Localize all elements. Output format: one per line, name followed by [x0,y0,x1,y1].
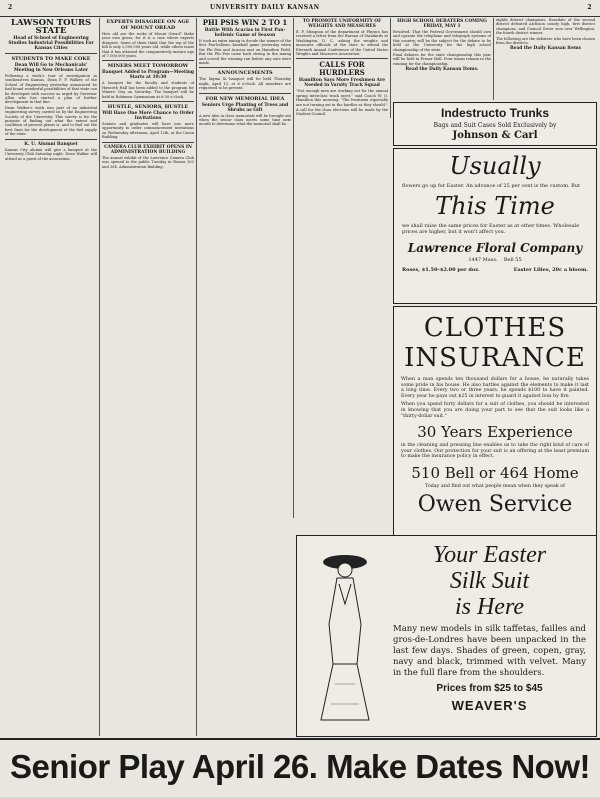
article-text: Kansas City alumni will give a banquet at the University Club Saturday night. Dean Walker will attend as a guest of the association. [5,147,97,161]
ad-florist-address: 1447 Mass. [468,257,498,263]
article-text: Seniors and graduates will have one more opportunity to order commencement invitations on Wednesday afternoon, April 12th, at the Union Building. [102,122,194,140]
ad-weavers-title: Silk Suit [449,568,530,594]
subhead-alumni: K. U. Alumni Banquet [24,141,78,147]
article-text: The following are the debaters who have been chosen from the districts. [496,36,595,46]
ad-florist-roses: Roses, $1.50–$2.00 per doz. [402,267,480,273]
column-4 [296,18,388,226]
headline-hustle-seniors: HUSTLE, SENIORS, HUSTLE [107,104,189,111]
masthead [0,4,600,17]
article-text: A banquet for the faculty and students of Haworth Hall has been added to the program for Miners' Day on Saturday. The banquet will be held in Robinson Gymnasium at 6:30 o'clock. [102,81,194,99]
ad-weavers-prices: Prices from $25 to $45 [436,683,543,694]
column-6 [496,18,595,100]
ad-clothes-subtitle: 30 Years Experience [417,423,573,442]
page-number-left: 2 [8,4,13,11]
subhead-coke: STUDENTS TO MAKE COKE [11,56,91,62]
article-text: The Sigma Xi banquet will be held Thursday night, April 13, at 6 o'clock. All members are requested to be present. [199,77,291,91]
subhead-engineering: Head of School of Engineering Studies Industrial Possibilities For Kansas Cities [8,36,94,51]
headline-miners: MINERS MEET TOMORROW [107,63,189,70]
column-5 [393,18,491,100]
ad-trunks-title: Indestructo Trunks [440,106,550,120]
article-text: Resolved, That the Federal Government should own and operate the telephone and telegraph systems of this country, will be the subject for the debate to be held at the University for the high school championship of the state. [393,30,491,52]
column-3 [199,18,291,518]
column-2 [102,18,194,736]
ad-weavers-body: Many new models in silk taffetas, failles and gros-de-Londres have been unpacked in the last few days. Shades of green, copen, gray, navy and black, trimmed with velvet. Many in the full flare from the shoulders. [393,624,586,678]
headline-lawson: LAWSON TOURS STATE [10,18,92,36]
ad-florist-lilies: Easter Lilies, 20c a bloom. [513,267,588,273]
ad-clothes-title: CLOTHES [423,313,567,343]
masthead-title: UNIVERSITY DAILY KANSAN [210,4,320,11]
headline-memorial: FOR NEW MEMORIAL IDEA [205,95,285,102]
credit-line: Read the Daily Kansan items [510,46,581,52]
article-text: E. F. Stimpson of the department of Physics has received a letter from the Bureau of Standards at Washington, D. C., asking the weights and measures officials of the state to attend the Eleventh Annual Conference of the United States Weights and Measures Association. [296,30,388,57]
ad-florist-usually: Usually [449,152,541,180]
column-1 [5,18,97,736]
ad-trunks-line: Bags and Suit Cases Sold Exclusively by [433,122,557,129]
ad-clothes-body: Today and find out what people mean when they speak of [425,483,565,489]
page-number-right: 2 [587,4,592,11]
ad-florist-name: Lawrence Floral Company [407,241,583,255]
ad-clothes-body: When a man spends ten thousand dollars for a house, he naturally takes some pride in his house. He also battles against the elements to make it last a long time. Every two or three years, he spends $100 to have it painted. Every year he pays out $25 in interest to guard it against loss by fire. [401,377,589,399]
subhead-acacias: Battle With Acacias in First Pan-hellenic Game of Season [204,28,286,38]
headline-mount-oread: EXPERTS DISAGREE ON AGE OF MOUNT OREAD [106,19,190,31]
subhead-track-squad: Hamilton Says More Freshmen Are Needed in Varsity Track Squad [298,78,386,89]
ad-weavers-title: is Here [454,594,525,620]
bottom-banner [0,738,600,799]
article-text: "Not enough men are working out for the annual spring interclass track meet," said Coach W. O. Hamilton this morning. "The freshmen especially are not turning out in the hurdles as they should." [296,89,388,107]
headline-phi-psis: PHI PSIS WIN 2 TO 1 [202,18,288,27]
banner-senior-play: Senior Play April 26. Make Dates Now! [10,748,590,785]
ad-clothes-insurance [393,306,597,538]
subhead-invitations: Will Have One More Chance to Order Invitations [102,111,194,122]
article-text: How old are the rocks of Mount Oread? Make your own guess, for it is a case where experts disagree. Some of them think that the top of the hill is only 2,000,000 years old, while others insist that it has attained the comparatively mature age of 7,000,000 years. [102,32,194,59]
article-text: Dean Walker's work was part of an industrial engineering survey carried on by the Engineering Society of the University. This survey is for the purpose of finding out what the extent and condition of present plants is, and to find out the best lines for the development of the fuel supply of the state. [5,105,97,137]
headline-camera-club: CAMERA CLUB EXHIBIT OPENS IN ADMINISTRATION BUILDING [104,144,192,155]
article-text: eighth district champions. Rosedale of the second district defeated Atchison county high, first district champions, and Council Grove won over Wellington, the fourth district winner. [496,18,595,36]
ad-clothes-title: INSURANCE [404,343,586,373]
headline-hurdlers: CALLS FOR HURDLERS [319,60,365,78]
article-text: Final debates for the state championship this year will be held in Fraser Hall. Four teams remain in the running for the championship. [393,53,491,66]
headline-debaters: HIGH SCHOOL DEBATERS COMING FRIDAY, MAY 1 [397,19,487,29]
ad-florist-this-time: This Time [435,192,555,220]
ad-florist-text: flowers go up for Easter. An advance of 25 per cent is the custom. But [402,183,581,189]
ad-florist [393,148,597,304]
article-text: Following a week's tour of investigation in southeastern Kansas, Dean F. F. Walker, of the School of Engineering yesterday announced he had found wonderful possibilities of that state can be developed with success as urged by Governor Allen who has started a plan of further development in that line. [5,74,97,105]
ad-florist-phone: Bell 55 [503,257,522,263]
fashion-illustration [305,544,385,724]
ad-weavers-name: WEAVER'S [451,698,528,713]
subhead-new-orleans: Dean Will Go to Mechanicals' Meeting in New Orleans Later [13,63,89,73]
article-text: It took an extra inning to decide the winner of the first Pan-hellenic baseball game yesterday when the Phi Psis and Acacias met on Hamilton Field. But the Phi Psis came back strong in the inning and scored the winning run before any outs were made. [199,39,291,66]
ad-clothes-body: When you spend forty dollars for a suit of clothes, you should be interested in knowing that you are doing your part to see that the suit looks like a "thirty-dollar suit." [401,402,589,419]
ad-clothes-name: Owen Service [417,491,573,517]
article-text: A new idea in class memorials will be brought out when the senior class meets some time next month to determine what the memorial shall be. [199,113,291,127]
ad-trunks-store: Johnson & Carl [452,130,538,141]
headline-weights-measures: TO PROMOTE UNIFORMITY OF WEIGHTS AND MEASURES [302,19,382,29]
article-text: The annual exhibit of the Lawrence Camera Club was opened to the public Tuesday in Rooms 302 and 304, Administration Building. [102,155,194,169]
ad-weavers-title: Your Easter [432,542,547,568]
subhead-banquet: Banquet Added to Program—Meeting Starts at 10:30 [102,70,194,81]
ad-florist-text: we shall raise the same prices for Easter as at other times. Wholesale prices are higher, but it won't affect you. [402,223,580,235]
ad-trunks [393,102,597,146]
article-text: A call for the class elections will be made by the Student Council. [296,108,388,117]
ad-clothes-address: 510 Bell or 464 Home [411,463,579,482]
ad-weavers [296,535,597,737]
subhead-trees: Seniors Urge Planting of Trees and Shrubs as Gift [201,102,289,113]
headline-announcements: ANNOUNCEMENTS [217,70,273,77]
credit-line: Read the Daily Kansan Items. [405,67,479,73]
ad-clothes-body: in the cleaning and pressing line enables us to take the right kind of care of your clothes. Our protection for your suit is an offering at the least premium to make the insurance policy in effect. [401,443,589,460]
